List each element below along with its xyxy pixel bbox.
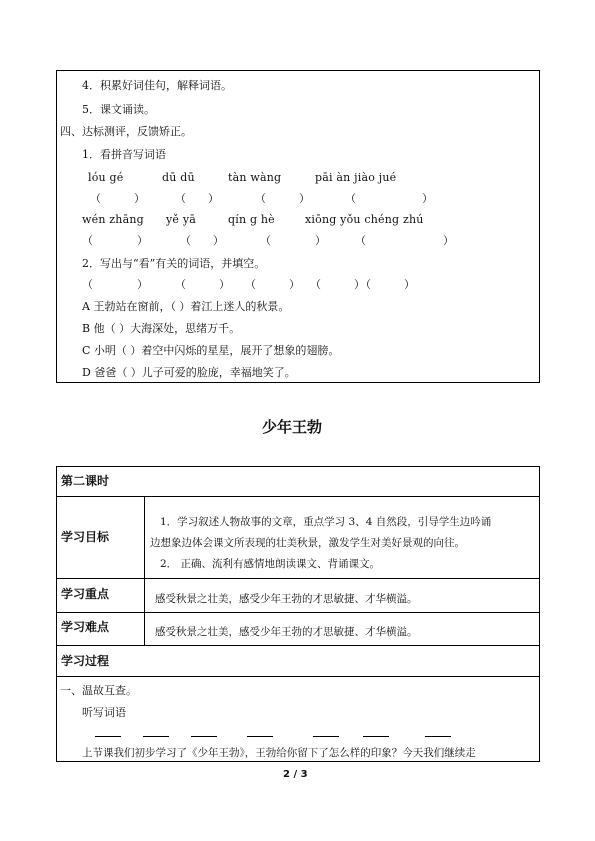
sentence-a: A 王勃站在窗前，（ ）着江上迷人的秋景。: [82, 300, 290, 313]
goal-1-line-1: 1．学习叙述人物故事的文章，重点学习 3、4 自然段，引导学生边吟诵: [160, 516, 492, 528]
lesson-table: [56, 466, 540, 762]
answer-paren-2: （ ）: [175, 192, 219, 205]
dictation-blank-7: [425, 736, 451, 737]
answer-paren-1: （ ）: [90, 192, 145, 205]
dictation-blank-5: [313, 736, 339, 737]
sentence-b: B 他（ ）大海深处，思绪万千。: [82, 322, 241, 335]
answer-paren-12: （ ）: [310, 278, 365, 291]
answer-paren-7: （ ）: [260, 234, 326, 247]
dictation-blank-2: [143, 736, 169, 737]
answer-paren-8: （ ）: [355, 234, 454, 247]
difficulty-text: 感受秋景之壮美，感受少年王勃的才思敏捷、才华横溢。: [155, 626, 418, 638]
answer-paren-9: （ ）: [82, 278, 148, 291]
pinyin-4: pāi àn jiào jué: [315, 171, 397, 184]
answer-paren-13: （ ）: [360, 278, 415, 291]
lesson-label: 第二课时: [61, 474, 110, 488]
pinyin-1: lóu gé: [88, 171, 124, 184]
pinyin-7: qín g hè: [228, 213, 275, 226]
dictation-label: 听写词语: [82, 706, 126, 719]
sentence-d: D 爸爸（ ）儿子可爱的脸庞，幸福地笑了。: [82, 366, 296, 379]
dictation-blank-1: [95, 736, 121, 737]
question-1: 1．看拼音写词语: [82, 148, 166, 161]
page-number: 2 / 3: [283, 769, 308, 780]
answer-paren-3: （ ）: [255, 192, 310, 205]
goal-1-line-2: 边想象边体会课文所表现的壮美秋景，激发学生对美好景观的向往。: [150, 537, 465, 549]
pinyin-8: xiōng yǒu chéng zhú: [305, 213, 424, 226]
difficulty-label: 学习难点: [61, 620, 110, 634]
dictation-blank-6: [363, 736, 389, 737]
page-title: 少年王勃: [262, 418, 323, 436]
dictation-blank-4: [247, 736, 273, 737]
item-5: 5．课文诵读。: [82, 103, 155, 116]
pinyin-5: wén zhāng: [82, 213, 144, 226]
item-4: 4．积累好词佳句，解释词语。: [82, 79, 232, 92]
sentence-c: C 小明（ ）着空中闪烁的星星，展开了想象的翅膀。: [82, 344, 340, 357]
question-2: 2．写出与“看”有关的词语，并填空。: [82, 257, 266, 270]
answer-paren-4: （ ）: [345, 192, 433, 205]
answer-paren-6: （ ）: [180, 234, 224, 247]
pinyin-3: tàn wàng: [228, 171, 282, 184]
answer-paren-5: （ ）: [82, 234, 148, 247]
answer-paren-11: （ ）: [245, 278, 300, 291]
answer-paren-10: （ ）: [175, 278, 230, 291]
section-4-heading: 四、达标测评，反馈矫正。: [60, 125, 192, 138]
step-1: 一、温故互查。: [60, 684, 137, 697]
dictation-blank-3: [191, 736, 217, 737]
process-label: 学习过程: [61, 654, 110, 668]
focus-text: 感受秋景之壮美，感受少年王勃的才思敏捷、才华横溢。: [155, 593, 418, 605]
focus-label: 学习重点: [61, 587, 110, 601]
pinyin-2: dū dū: [162, 171, 195, 184]
intro-text: 上节课我们初步学习了《少年王勃》，王勃给你留下了怎么样的印象？今天我们继续走: [82, 747, 476, 759]
pinyin-6: yě yā: [166, 213, 196, 226]
goals-label: 学习目标: [61, 530, 110, 544]
goal-2: 2． 正确、流利有感情地朗读课文、背诵课文。: [160, 558, 381, 570]
